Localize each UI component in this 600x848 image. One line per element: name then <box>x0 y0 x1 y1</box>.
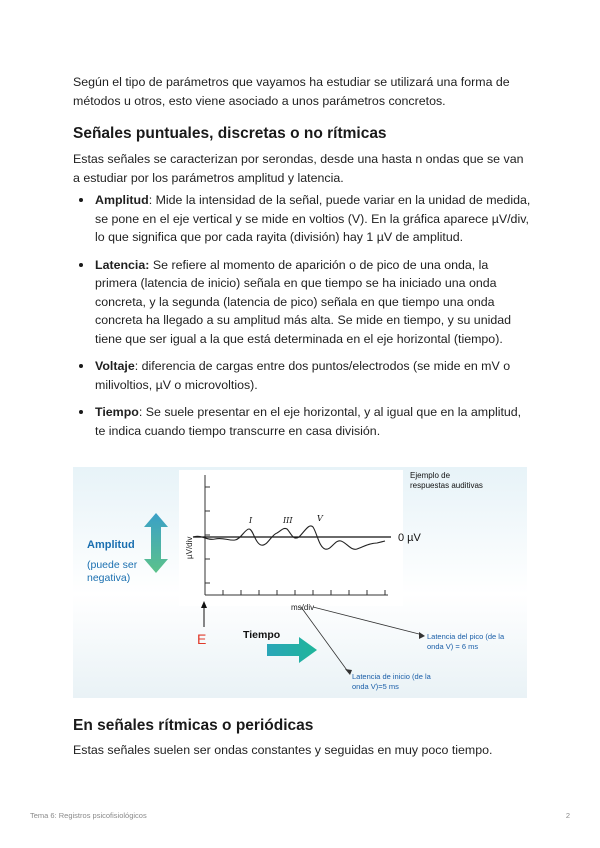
amplitude-label: Amplitud <box>87 539 135 551</box>
zero-label: 0 µV <box>398 532 421 544</box>
bullet-icon <box>79 410 83 414</box>
list-item <box>73 403 533 440</box>
caption-line-2: respuestas auditivas <box>410 481 483 490</box>
peak-latency-leader <box>313 607 423 635</box>
x-axis-label: ms/div <box>291 603 315 612</box>
stimulus-label: E <box>197 631 207 647</box>
bullet-icon <box>79 364 83 368</box>
peak-latency-note <box>427 632 506 651</box>
peak-label-i: I <box>249 516 253 525</box>
peak-latency-arrowhead-icon <box>419 632 425 639</box>
definition-voltaje: : diferencia de cargas entre dos puntos/electrodos (se mide en mV o milivoltios, µV o microvoltios). <box>95 359 511 392</box>
section-heading-rhythmic: En señales rítmicas o periódicas <box>73 717 314 734</box>
intro-paragraph: Según el tipo de parámetros que vayamos ha estudiar se utilizará una forma de métodos u otros, esto viene asociado a unos parámetros concretos. <box>73 75 510 108</box>
definition-amplitud: : Mide la intensidad de la señal, puede variar en la unidad de medida, se pone en el eje vertical y se mide en voltios (V). En la gráfica aparece µV/div, lo que significa que por cada rayita (división) hay 1 µV de amplitud. <box>95 193 531 244</box>
list-item <box>73 256 533 349</box>
onset-latency-arrowhead-icon <box>345 669 352 675</box>
section-heading-discrete: Señales puntuales, discretas o no rítmicas <box>73 125 387 142</box>
time-label: Tiempo <box>243 629 281 641</box>
graph-panel <box>179 470 403 606</box>
definition-latencia: Se refiere al momento de aparición o de pico de una onda, la primera (latencia de inicio) señala en que tiempo se ha iniciado una onda concreta, y la segunda (latencia de pico) señala en que tiempo una onda concreta ha llegado a su amplitud más alta. Se mide en tiempo, y su unidad tiene que ser igual a la que está determinada en el eje horizontal (tiempo). <box>95 257 512 346</box>
auditory-response-figure <box>73 467 527 698</box>
list-item <box>73 357 533 394</box>
peak-label-v: V <box>317 514 323 523</box>
amplitude-note-line-1: (puede ser <box>87 559 138 571</box>
amplitude-arrow-icon <box>144 513 168 573</box>
term-tiempo: Tiempo <box>95 405 139 419</box>
list-item <box>73 191 533 247</box>
figure-caption <box>410 471 483 490</box>
bullet-icon <box>79 263 83 267</box>
page-number: 2 <box>565 811 570 820</box>
onset-latency-leader <box>301 607 349 673</box>
peak-latency-line-2: onda V) = 6 ms <box>427 642 479 651</box>
amplitude-note-line-2: negativa) <box>87 572 131 584</box>
footer-title: Tema 6: Registros psicofisiológicos <box>30 811 147 820</box>
amplitude-note <box>87 559 140 584</box>
definition-tiempo: : Se suele presentar en el eje horizontal, y al igual que en la amplitud, te indica cuando tiempo transcurre en casa división. <box>95 405 522 438</box>
parameter-list <box>73 191 533 449</box>
onset-latency-line-1: Latencia de inicio (de la <box>352 672 431 681</box>
term-latencia: Latencia: <box>95 257 150 272</box>
bullet-icon <box>79 198 83 202</box>
onset-latency-line-2: onda V)=5 ms <box>352 682 399 691</box>
y-axis-label: µV/div <box>185 536 194 559</box>
peak-label-iii: III <box>283 516 293 525</box>
peak-latency-line-1: Latencia del pico (de la <box>427 632 505 641</box>
onset-latency-note <box>352 672 433 691</box>
section-discrete-text: Estas señales se caracterizan por serondas, desde una hasta n ondas que se van a estudiar por los parámetros amplitud y latencia. <box>73 152 524 185</box>
term-voltaje: Voltaje <box>95 359 135 373</box>
caption-line-1: Ejemplo de <box>410 471 451 480</box>
section-rhythmic-text: Estas señales suelen ser ondas constantes y seguidas en muy poco tiempo. <box>73 743 493 757</box>
term-amplitud: Amplitud <box>95 193 149 207</box>
figure-canvas <box>73 467 527 698</box>
